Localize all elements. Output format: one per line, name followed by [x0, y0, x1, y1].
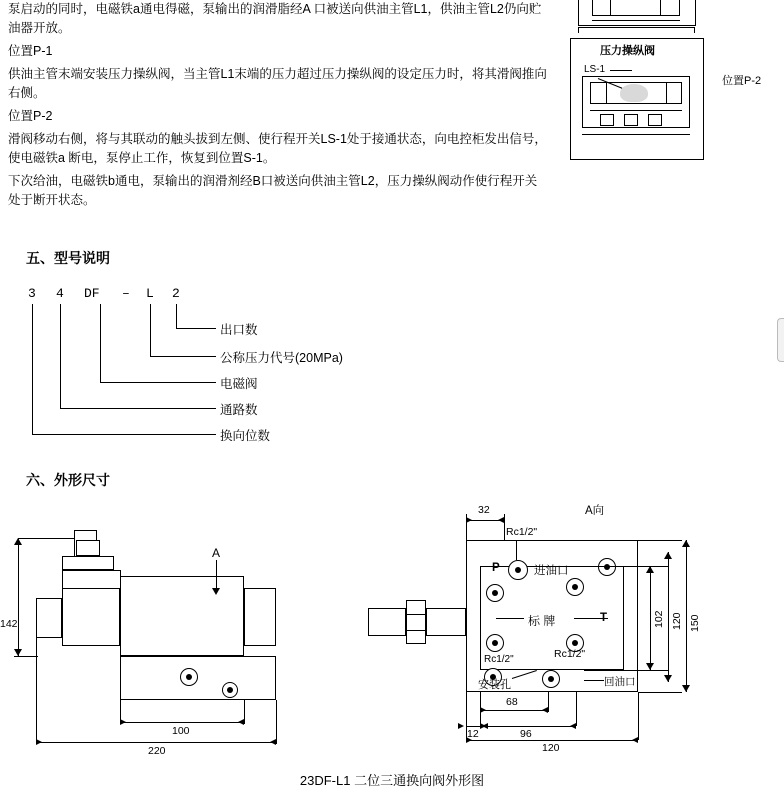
page-edge-tab [777, 318, 784, 362]
dim-value-32: 32 [478, 504, 490, 516]
legend-pressure-code: 公称压力代号(20MPa) [220, 351, 343, 365]
mounting-hole-center [186, 674, 192, 680]
dim-arrow [664, 675, 672, 682]
section-6-heading [26, 470, 110, 490]
leader-line [516, 540, 517, 560]
bolt-hole-center [604, 564, 610, 570]
dim-arrow [682, 540, 690, 547]
intro-text-block [8, 0, 548, 214]
port-p-center [515, 567, 521, 573]
dim-line-96 [480, 726, 576, 727]
code-char-2: 4 [56, 286, 64, 301]
dim-arrow [480, 723, 486, 729]
dim-arrow [14, 538, 22, 545]
nameplate-label: 标 牌 [528, 614, 556, 628]
dim-arrow [238, 719, 244, 725]
valve-detail-line [666, 82, 667, 104]
paragraph: 位置P-2 [8, 109, 53, 123]
detail-line [406, 614, 426, 615]
dim-arrow [480, 707, 486, 713]
section-number: 五、 [26, 250, 54, 266]
section-5-heading [26, 248, 110, 268]
dim-line-100 [120, 722, 244, 723]
valve-port-mid [624, 114, 638, 126]
code-char-dash: – [122, 286, 130, 301]
dim-arrow [466, 737, 472, 743]
paragraph: 泵启动的同时，电磁铁a通电得磁，泵输出的润滑脂经A 口被送向供油主管L1，供油主管L2仍向贮油器开放。 [8, 2, 542, 35]
model-code-diagram [0, 282, 520, 442]
dim-arrow [458, 723, 464, 729]
pressure-valve-diagram [548, 0, 784, 184]
extension-line [638, 540, 682, 541]
extension-line [584, 670, 668, 671]
dim-arrow [466, 517, 472, 523]
center-line [496, 618, 524, 619]
valve-port-right [648, 114, 662, 126]
leader-line-pressure [150, 304, 151, 356]
mounting-plate [120, 656, 276, 700]
code-char-1: 3 [28, 286, 36, 301]
dim-line-120 [668, 552, 669, 682]
mount-hole-label: 安装孔 [478, 679, 511, 691]
left-coil-end [36, 598, 62, 638]
dim-line-12 [466, 726, 480, 727]
extension-line [276, 700, 277, 744]
inlet-label: 进油口 [534, 565, 569, 577]
dim-arrow [664, 552, 672, 559]
dim-line-220 [36, 742, 276, 743]
return-port-label: 回油口 [604, 676, 636, 688]
dim-line-150 [686, 540, 687, 692]
dim-value-220: 220 [148, 745, 166, 757]
bolt-hole-center [548, 676, 554, 682]
outline-dimension-drawings [0, 500, 784, 800]
paragraph: 位置P-1 [8, 44, 53, 58]
solenoid-side-line [62, 570, 63, 588]
leader-line-passage [60, 408, 216, 409]
leader-line-position [32, 304, 33, 434]
right-view-coil [368, 608, 406, 636]
paragraph: 供油主管末端安装压力操纵阀，当主管L1末端的压力超过压力操纵阀的设定压力时，将其滑阀推向右侧。 [8, 67, 547, 100]
bolt-hole-center [572, 584, 578, 590]
detail-line [406, 630, 426, 631]
section-title: 型号说明 [54, 250, 110, 266]
dim-arrow [570, 723, 576, 729]
legend-outlet-count: 出口数 [220, 323, 258, 337]
extension-line [14, 656, 38, 657]
extension-line [36, 638, 37, 744]
paragraph: 滑阀移动右侧，将与其联动的触头拔到左侧、使行程开关LS-1处于接通状态，向电控柜发出信号，使电磁铁a 断电，泵停止工作，恢复到位置S-1。 [8, 132, 547, 165]
paragraph: 下次给油，电磁铁b通电，泵输出的润滑剂经B口被送向供油主管L2，压力操纵阀动作使行程开关处于断开状态。 [8, 174, 538, 207]
code-char-5: 2 [172, 286, 180, 301]
bolt-hole-center [492, 640, 498, 646]
section-title: 外形尺寸 [54, 472, 110, 488]
valve-base-line [694, 27, 695, 33]
extension-line [638, 692, 639, 740]
right-view-coil-flange [406, 600, 426, 644]
dim-arrow [542, 707, 548, 713]
extension-line [638, 692, 682, 693]
bolt-hole-center [572, 640, 578, 646]
legend-passage-count: 通路数 [220, 403, 258, 417]
section-arrow-line [216, 560, 217, 590]
leader-line [584, 680, 604, 681]
dim-line-68 [480, 710, 548, 711]
dim-arrow [270, 739, 276, 745]
right-view-body [426, 608, 466, 636]
solenoid-top-line [62, 570, 120, 571]
valve-base-line [578, 27, 694, 28]
thread-top-label: Rc1/2" [506, 526, 538, 538]
valve-detail-line [592, 20, 680, 21]
port-p-label: P [492, 562, 500, 574]
dim-value-12: 12 [467, 728, 479, 740]
leader-line-solenoid [100, 304, 101, 382]
extension-line [74, 530, 96, 531]
legend-position-count: 换向位数 [220, 429, 271, 443]
dim-arrow [682, 685, 690, 692]
leader-line-passage [60, 304, 61, 408]
extension-line [548, 692, 549, 712]
legend-solenoid-valve: 电磁阀 [220, 377, 258, 391]
view-label-a: A向 [585, 505, 605, 517]
dim-arrow [632, 737, 638, 743]
leader-line-outlet [176, 328, 216, 329]
dim-arrow [36, 739, 42, 745]
valve-main-body [120, 576, 244, 656]
dim-value-102: 102 [653, 610, 665, 628]
dim-value-68: 68 [506, 696, 518, 708]
figure-caption: 23DF-L1 二位三通换向阀外形图 [299, 773, 485, 788]
dim-value-96: 96 [520, 728, 532, 740]
dim-value-120-right: 120 [671, 612, 683, 630]
dim-value-150: 150 [689, 614, 701, 632]
valve-title-label: 压力操纵阀 [600, 45, 655, 57]
valve-port-left [600, 114, 614, 126]
dim-arrow [646, 566, 654, 573]
dim-arrow [498, 517, 504, 523]
valve-detail-line [660, 0, 661, 16]
valve-spool-upper [592, 0, 680, 16]
dim-line-vertical-142 [18, 538, 19, 656]
valve-detail-line [606, 82, 607, 104]
code-char-3: DF [84, 286, 100, 301]
extension-line [18, 538, 74, 539]
valve-detail-line [610, 0, 611, 16]
leader-line-solenoid [100, 382, 216, 383]
section-arrow-head [212, 588, 220, 595]
thread-bottom-label: Rc1/2" [554, 648, 586, 660]
dim-arrow [646, 663, 654, 670]
dim-value-142: 142 [0, 618, 18, 630]
dim-line-102 [650, 566, 651, 670]
left-solenoid-body [62, 588, 120, 646]
leader-line-pressure [150, 356, 216, 357]
limit-switch-label: LS-1 [584, 64, 606, 75]
leader-line [610, 70, 632, 71]
extension-line [584, 566, 668, 567]
valve-detail-line [590, 110, 682, 111]
dim-arrow [120, 719, 126, 725]
valve-cam-shape [620, 84, 648, 102]
dim-value-120-bottom: 120 [542, 742, 560, 754]
thread-mount-label: Rc1/2" [484, 654, 514, 665]
valve-base-line [578, 27, 579, 33]
leader-line-position [32, 434, 216, 435]
mounting-hole-center [227, 687, 233, 693]
port-t-label: T [600, 612, 608, 624]
extension-line [576, 692, 577, 726]
bolt-hole-center [492, 590, 498, 596]
dim-value-100: 100 [172, 725, 190, 737]
section-arrow-label: A [212, 546, 221, 560]
code-char-4: L [146, 286, 154, 301]
dim-line-120-bottom [466, 740, 638, 741]
valve-right-end [244, 588, 276, 646]
extension-line [504, 514, 505, 540]
connector-block [76, 540, 100, 556]
connector-base [62, 556, 114, 570]
section-number: 六、 [26, 472, 54, 488]
leader-line-outlet [176, 304, 177, 328]
extension-line [244, 700, 245, 724]
valve-base-line [582, 134, 690, 135]
position-label: 位置P-2 [722, 75, 762, 87]
dim-arrow [14, 649, 22, 656]
